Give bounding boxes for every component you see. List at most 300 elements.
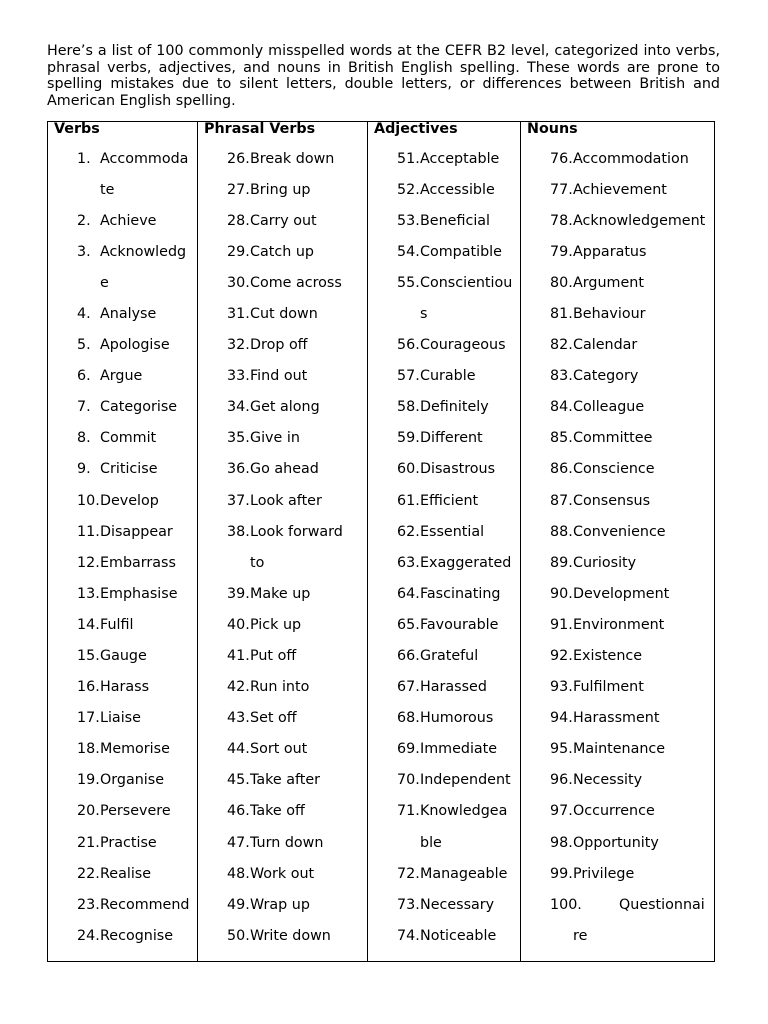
item-number: 10.	[77, 492, 100, 509]
list-item	[198, 454, 367, 485]
item-word: Independent	[420, 772, 511, 789]
item-word: Achieve	[100, 212, 157, 229]
item-number: 26.	[227, 150, 250, 167]
item-number: 62.	[397, 523, 420, 540]
list-item	[368, 890, 520, 921]
item-number: 51.	[397, 150, 420, 167]
item-number: 93.	[550, 679, 573, 696]
item-word: Necessity	[573, 772, 643, 789]
list-item	[368, 268, 520, 330]
item-word: Development	[573, 585, 670, 602]
list-item	[521, 796, 714, 827]
list-item	[521, 734, 714, 765]
item-word: Definitely	[420, 399, 489, 416]
list-item	[368, 454, 520, 485]
item-number: 80.	[550, 274, 573, 291]
item-word: Recommend	[100, 896, 190, 913]
item-number: 23.	[77, 896, 100, 913]
item-number: 16.	[77, 679, 100, 696]
list-item	[368, 548, 520, 579]
list-item	[198, 672, 367, 703]
list-item	[48, 765, 197, 796]
item-number: 68.	[397, 710, 420, 727]
list-item	[198, 423, 367, 454]
item-number: 40.	[227, 616, 250, 633]
item-word: Colleague	[573, 399, 645, 416]
item-number: 98.	[550, 834, 573, 851]
list-item	[198, 828, 367, 859]
item-number: 19.	[77, 772, 100, 789]
item-word: Beneficial	[420, 212, 491, 229]
item-word: Accommodation	[573, 150, 689, 167]
item-word: Commit	[100, 430, 157, 447]
list-item	[521, 486, 714, 517]
item-number: 94.	[550, 710, 573, 727]
column-header-nouns: Nouns	[527, 121, 578, 137]
list-item	[368, 765, 520, 796]
list-item	[368, 921, 520, 952]
list-item	[521, 206, 714, 237]
item-word: Harassment	[573, 710, 660, 727]
item-word: Occurrence	[573, 803, 655, 820]
item-word: Immediate	[420, 741, 498, 758]
list-item	[198, 796, 367, 827]
item-word: Carry out	[250, 212, 317, 229]
list-item	[48, 641, 197, 672]
item-word: Argument	[573, 274, 644, 291]
list-item	[198, 921, 367, 952]
list-item	[368, 175, 520, 206]
item-word: Consensus	[573, 492, 651, 509]
item-number: 61.	[397, 492, 420, 509]
list-item	[368, 579, 520, 610]
item-number: 33.	[227, 368, 250, 385]
item-word: Compatible	[420, 243, 502, 260]
item-word: Disastrous	[420, 461, 496, 478]
list-item	[48, 517, 197, 548]
item-number: 14.	[77, 616, 100, 633]
list-item	[48, 486, 197, 517]
item-number: 29.	[227, 243, 250, 260]
item-number: 45.	[227, 772, 250, 789]
item-number: 58.	[397, 399, 420, 416]
item-number: 73.	[397, 896, 420, 913]
item-word: Organise	[100, 772, 164, 789]
item-number: 36.	[227, 461, 250, 478]
item-word: Take after	[250, 772, 321, 789]
item-number: 86.	[550, 461, 573, 478]
item-number: 21.	[77, 834, 100, 851]
item-word: Recognise	[100, 927, 174, 944]
item-number: 5.	[77, 337, 91, 354]
list-item	[521, 330, 714, 361]
item-word: Necessary	[420, 896, 495, 913]
item-number: 84.	[550, 399, 573, 416]
item-word: Fascinating	[420, 585, 501, 602]
list-item	[198, 765, 367, 796]
list-item	[368, 206, 520, 237]
list-item	[48, 890, 197, 921]
list-item	[198, 486, 367, 517]
item-word: Memorise	[100, 741, 170, 758]
list-item	[198, 392, 367, 423]
list-item	[48, 672, 197, 703]
item-number: 70.	[397, 772, 420, 789]
list-item	[198, 144, 367, 175]
list-item	[48, 921, 197, 952]
item-word: Practise	[100, 834, 157, 851]
item-word: Wrap up	[250, 896, 310, 913]
item-number: 77.	[550, 181, 573, 198]
item-number: 9.	[77, 461, 91, 478]
item-word: Set off	[250, 710, 297, 727]
item-word: Acknowledgement	[573, 212, 706, 229]
item-number: 82.	[550, 337, 573, 354]
item-number: 42.	[227, 679, 250, 696]
item-word: Achievement	[573, 181, 667, 198]
list-item	[48, 579, 197, 610]
item-word: Come across	[250, 274, 342, 291]
item-word: Opportunity	[573, 834, 659, 851]
item-number: 7.	[77, 399, 91, 416]
item-word: Courageous	[420, 337, 506, 354]
list-item	[521, 237, 714, 268]
list-item	[521, 672, 714, 703]
list-item	[48, 206, 197, 237]
item-word: Essential	[420, 523, 485, 540]
item-word: Realise	[100, 865, 152, 882]
item-number: 91.	[550, 616, 573, 633]
item-word: Exaggerated	[420, 554, 512, 571]
verbs-list	[48, 144, 197, 952]
list-item	[368, 796, 520, 858]
list-item	[48, 828, 197, 859]
item-number: 88.	[550, 523, 573, 540]
item-number: 64.	[397, 585, 420, 602]
item-word: Make up	[250, 585, 311, 602]
item-word: Conscientious	[420, 274, 513, 322]
item-number: 13.	[77, 585, 100, 602]
item-number: 30.	[227, 274, 250, 291]
item-number: 69.	[397, 741, 420, 758]
item-number: 92.	[550, 648, 573, 664]
item-number: 43.	[227, 710, 250, 727]
item-number: 56.	[397, 337, 420, 354]
item-word: Disappear	[100, 523, 173, 540]
item-number: 2.	[77, 212, 91, 229]
list-item	[368, 423, 520, 454]
item-number: 83.	[550, 368, 573, 385]
list-item	[198, 703, 367, 734]
item-word: Break down	[250, 150, 335, 167]
column-verbs	[48, 122, 197, 961]
item-number: 76.	[550, 150, 573, 167]
list-item	[48, 392, 197, 423]
item-word: Take off	[250, 803, 305, 820]
item-number: 60.	[397, 461, 420, 478]
list-item	[198, 610, 367, 641]
item-word: Run into	[250, 679, 310, 696]
list-item	[48, 610, 197, 641]
item-number: 72.	[397, 865, 420, 882]
column-header-adjectives: Adjectives	[374, 121, 458, 137]
list-item	[198, 330, 367, 361]
item-word: Apologise	[100, 337, 170, 354]
item-number: 20.	[77, 803, 100, 820]
item-word: Fulfil	[100, 616, 134, 633]
item-number: 28.	[227, 212, 250, 229]
list-item	[521, 703, 714, 734]
item-number: 44.	[227, 741, 250, 758]
item-number: 100.	[550, 896, 582, 913]
item-word: Harassed	[420, 679, 487, 696]
item-word: Argue	[100, 368, 143, 385]
item-number: 89.	[550, 554, 573, 571]
item-word: Catch up	[250, 243, 314, 260]
list-item	[198, 361, 367, 392]
list-item	[521, 299, 714, 330]
item-word: Liaise	[100, 710, 141, 727]
item-number: 65.	[397, 616, 420, 633]
list-item	[48, 454, 197, 485]
list-item	[521, 423, 714, 454]
item-number: 87.	[550, 492, 573, 509]
list-item	[521, 268, 714, 299]
list-item	[198, 734, 367, 765]
list-item	[368, 237, 520, 268]
item-number: 59.	[397, 430, 420, 447]
item-word: Look forward to	[250, 523, 343, 571]
list-item	[368, 672, 520, 703]
item-word: Harass	[100, 679, 150, 696]
item-word: Get along	[250, 399, 320, 416]
item-number: 79.	[550, 243, 573, 260]
item-word: Look after	[250, 492, 322, 509]
item-number: 39.	[227, 585, 250, 602]
list-item	[48, 361, 197, 392]
column-header-phrasal-verbs: Phrasal Verbs	[204, 121, 316, 137]
item-number: 48.	[227, 865, 250, 882]
list-item	[48, 423, 197, 454]
item-number: 8.	[77, 430, 91, 447]
list-item	[521, 765, 714, 796]
item-word: Humorous	[420, 710, 494, 727]
item-word: Grateful	[420, 648, 479, 664]
list-item	[368, 734, 520, 765]
list-item	[368, 517, 520, 548]
item-word: Calendar	[573, 337, 638, 354]
list-item	[521, 454, 714, 485]
item-word: Noticeable	[420, 927, 497, 944]
item-number: 24.	[77, 927, 100, 944]
item-word: Curable	[420, 368, 476, 385]
item-word: Behaviour	[573, 305, 646, 322]
item-number: 96.	[550, 772, 573, 789]
item-word: Different	[420, 430, 483, 447]
item-number: 99.	[550, 865, 573, 882]
item-number: 49.	[227, 896, 250, 913]
list-item	[198, 890, 367, 921]
item-word: Category	[573, 368, 639, 385]
item-number: 66.	[397, 648, 420, 664]
list-item	[521, 548, 714, 579]
list-item	[198, 859, 367, 890]
item-number: 18.	[77, 741, 100, 758]
item-word: Cut down	[250, 305, 318, 322]
list-item	[48, 237, 197, 299]
list-item	[368, 641, 520, 672]
item-word: Maintenance	[573, 741, 666, 758]
list-item	[198, 237, 367, 268]
list-item	[368, 392, 520, 423]
item-word: Existence	[573, 648, 643, 664]
item-number: 57.	[397, 368, 420, 385]
item-word: Find out	[250, 368, 308, 385]
list-item	[198, 299, 367, 330]
list-item	[521, 859, 714, 890]
item-word: Emphasise	[100, 585, 178, 602]
item-word: Turn down	[250, 834, 324, 851]
item-word: Convenience	[573, 523, 666, 540]
item-word: Committee	[573, 430, 653, 447]
adjectives-list	[368, 144, 520, 952]
list-item	[521, 392, 714, 423]
list-item	[48, 548, 197, 579]
item-word: Acceptable	[420, 150, 500, 167]
item-number: 63.	[397, 554, 420, 571]
list-item	[521, 610, 714, 641]
item-number: 78.	[550, 212, 573, 229]
item-number: 38.	[227, 523, 250, 540]
column-header-verbs: Verbs	[54, 121, 100, 137]
item-word: Favourable	[420, 616, 499, 633]
list-item	[48, 796, 197, 827]
item-number: 95.	[550, 741, 573, 758]
item-number: 53.	[397, 212, 420, 229]
list-item	[198, 579, 367, 610]
list-item	[368, 330, 520, 361]
item-number: 17.	[77, 710, 100, 727]
item-number: 67.	[397, 679, 420, 696]
item-number: 55.	[397, 274, 420, 291]
item-number: 27.	[227, 181, 250, 198]
item-number: 81.	[550, 305, 573, 322]
item-number: 90.	[550, 585, 573, 602]
item-word: Environment	[573, 616, 665, 633]
item-word: Embarrass	[100, 554, 176, 571]
list-item	[48, 330, 197, 361]
item-word: Write down	[250, 927, 331, 944]
list-item	[368, 144, 520, 175]
item-number: 85.	[550, 430, 573, 447]
item-word: Give in	[250, 430, 300, 447]
list-item	[521, 517, 714, 548]
list-item	[368, 610, 520, 641]
column-phrasal-verbs	[197, 122, 367, 961]
item-number: 47.	[227, 834, 250, 851]
item-word: Develop	[100, 492, 159, 509]
item-word: Drop off	[250, 337, 308, 354]
item-number: 54.	[397, 243, 420, 260]
item-number: 11.	[77, 523, 100, 540]
item-number: 1.	[77, 150, 91, 167]
list-item	[198, 268, 367, 299]
word-table	[47, 121, 715, 962]
item-number: 37.	[227, 492, 250, 509]
list-item	[521, 144, 714, 175]
item-word: Conscience	[573, 461, 655, 478]
item-word: Manageable	[420, 865, 508, 882]
item-word: Acknowledge	[100, 243, 187, 291]
item-number: 22.	[77, 865, 100, 882]
item-word: Gauge	[100, 648, 147, 664]
item-number: 50.	[227, 927, 250, 944]
item-word: Apparatus	[573, 243, 647, 260]
item-word: Put off	[250, 648, 297, 664]
item-number: 35.	[227, 430, 250, 447]
item-number: 12.	[77, 554, 100, 571]
column-nouns	[520, 122, 714, 961]
item-number: 4.	[77, 305, 91, 322]
item-number: 15.	[77, 648, 100, 664]
item-word: Go ahead	[250, 461, 319, 478]
item-number: 52.	[397, 181, 420, 198]
item-word: Efficient	[420, 492, 479, 509]
list-item	[368, 361, 520, 392]
list-item	[198, 206, 367, 237]
list-item	[521, 641, 714, 672]
list-item	[48, 144, 197, 206]
item-word: Criticise	[100, 461, 158, 478]
list-item	[521, 361, 714, 392]
item-word: Pick up	[250, 616, 302, 633]
item-word: Bring up	[250, 181, 311, 198]
item-word: Accommodate	[100, 150, 189, 198]
item-word: Work out	[250, 865, 315, 882]
item-word: Accessible	[420, 181, 495, 198]
list-item	[198, 641, 367, 672]
list-item	[368, 859, 520, 890]
item-number: 31.	[227, 305, 250, 322]
item-word: Questionnaire	[573, 896, 705, 944]
list-item	[368, 486, 520, 517]
item-number: 34.	[227, 399, 250, 416]
list-item	[368, 703, 520, 734]
item-number: 46.	[227, 803, 250, 820]
list-item	[521, 175, 714, 206]
column-adjectives	[367, 122, 520, 961]
list-item	[48, 859, 197, 890]
list-item	[48, 703, 197, 734]
intro-paragraph: Here’s a list of 100 commonly misspelled words at the CEFR B2 level, categorized into verbs, phrasal verbs, adjectives, and nouns in British English spelling. These words are prone to spelling mistakes due to silent letters, double letters, or differences between British and American English spelling.	[47, 43, 720, 110]
item-word: Fulfilment	[573, 679, 644, 696]
list-item	[198, 517, 367, 579]
list-item	[198, 175, 367, 206]
list-item	[48, 734, 197, 765]
item-number: 41.	[227, 648, 250, 664]
nouns-list	[521, 144, 714, 952]
list-item	[521, 890, 714, 952]
list-item	[48, 299, 197, 330]
item-word: Sort out	[250, 741, 308, 758]
item-number: 6.	[77, 368, 91, 385]
list-item	[521, 579, 714, 610]
item-number: 97.	[550, 803, 573, 820]
item-number: 71.	[397, 803, 420, 820]
item-word: Persevere	[100, 803, 171, 820]
item-number: 74.	[397, 927, 420, 944]
item-word: Analyse	[100, 305, 157, 322]
